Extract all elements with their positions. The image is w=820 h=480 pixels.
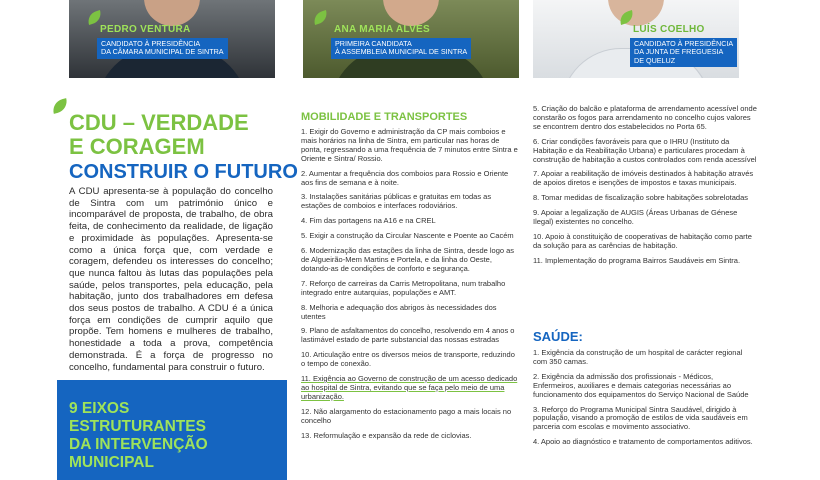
list-item: 9. Plano de asfaltamentos do concelho, resolvendo em 4 anos o lastimável estado de parte substancial das nossas estradas <box>301 326 515 345</box>
headline <box>69 111 249 159</box>
leaf-icon <box>86 10 104 25</box>
axes-banner-line: 9 EIXOS <box>69 400 130 417</box>
candidate-role-line: PRIMEIRA CANDIDATA <box>335 39 412 48</box>
list-item: 8. Melhoria e adequação dos abrigos às necessidades dos utentes <box>301 302 497 321</box>
list-item: 4. Fim das portagens na A16 e na CREL <box>301 216 436 226</box>
candidate-head <box>144 0 200 26</box>
axes-banner <box>57 380 287 480</box>
headline-line-2: E CORAGEM <box>69 134 205 159</box>
list-item: 8. Tomar medidas de fiscalização sobre habitações sobrelotadas <box>533 193 748 203</box>
candidate-photo-ana-maria-alves <box>303 0 519 78</box>
list-item: 13. Reformulação e expansão da rede de ciclovias. <box>301 430 472 440</box>
leaf-icon <box>312 10 330 25</box>
list-item: 9. Apoiar a legalização de AUGIS (Áreas Urbanas de Génese Ilegal) existentes no concelho. <box>533 208 738 227</box>
candidate-role-line: DA CÂMARA MUNICIPAL DE SINTRA <box>101 47 224 57</box>
candidate-name: ANA MARIA ALVES <box>334 24 430 35</box>
housing-list <box>533 105 757 272</box>
health-list <box>533 349 757 453</box>
candidate-role <box>630 38 737 67</box>
candidate-photo-luis-coelho <box>533 0 739 78</box>
mobility-list <box>301 128 519 446</box>
axes-banner-line: ESTRUTURANTES <box>69 418 206 435</box>
section-title-health: SAÚDE: <box>533 329 583 344</box>
candidate-role <box>97 38 228 59</box>
intro-paragraph: A CDU apresenta-se à população do concelho de Sintra com um património único e incomparável de proposta, de trabalho, de obra feita, de conhecimento da realidade, de ligação e proximidade às populações. Apresenta-se como a única força que, com verdade e coragem, defendeu os interesses do concelho; que nunca faltou às lutas das populações pela saúde, pelos transportes, pela educação, pela habitação, junto dos trabalhadores em defesa dos seus postos de trabalho. A CDU é a única força em condições de cumprir aquilo que propõe. Tem homens e mulheres de trabalho, honestidade a toda a prova, competência demonstrada. É a força de progresso no concelho, fundamental para construir o futuro. <box>69 186 273 373</box>
list-item: 5. Criação do balcão e plataforma de arrendamento acessível onde constarão os fogos para arrendamento no concelho cujos valores se encontrem dentro dos estabelecidos no Porta 65. <box>533 104 757 131</box>
candidate-role-line: CANDIDATO À PRESIDÊNCIA <box>634 39 734 48</box>
list-item: 10. Articulação entre os diversos meios de transporte, reduzindo o tempo de conexão. <box>301 350 515 369</box>
axes-banner-line: DA INTERVENÇÃO <box>69 436 208 453</box>
candidate-role-line: DA JUNTA DE FREGUESIA <box>634 47 724 57</box>
candidate-name: LUÍS COELHO <box>633 24 705 35</box>
section-title-mobility: MOBILIDADE E TRANSPORTES <box>301 111 468 123</box>
list-item: 3. Reforço do Programa Municipal Sintra Saudável, dirigido à população, visando a promoção de estilos de vida saudáveis em parceria com escolas e movimento associativo. <box>533 404 748 432</box>
list-item: 11. Exigência ao Governo de construção de um acesso dedicado ao hospital de Sintra, evitando que se faça pelo meio de uma urbanização. <box>301 374 518 401</box>
leaf-icon <box>51 98 70 114</box>
list-item: 4. Apoio ao diagnóstico e tratamento de comportamentos aditivos. <box>533 437 753 447</box>
list-item: 12. Não alargamento do estacionamento pago a mais locais no concelho <box>301 406 512 425</box>
candidate-role-line: DE QUELUZ <box>634 55 676 65</box>
axes-banner-title <box>69 400 208 472</box>
candidate-head <box>608 0 664 26</box>
list-item: 5. Exigir a construção da Circular Nascente e Poente ao Cacém <box>301 231 514 241</box>
list-item: 1. Exigência da construção de um hospital de carácter regional com 350 camas. <box>533 348 743 366</box>
candidate-role <box>331 38 471 59</box>
list-item: 7. Reforço de carreiras da Carris Metropolitana, num trabalho integrado entre autarquias, populações e AMT. <box>301 278 506 297</box>
list-item: 2. Aumentar a frequência dos comboios para Rossio e Oriente aos fins de semana e à noite. <box>301 168 509 187</box>
list-item: 2. Exigência da admissão dos profissionais - Médicos, Enfermeiros, auxiliares e demais categorias necessárias ao funcionamento dos equipamentos do Serviço Nacional de Saúde <box>533 371 749 399</box>
list-item: 6. Criar condições favoráveis para que o IHRU (Instituto da Habitação e da Reabilitação Urbana) e particulares procedam à construção de habitação a custos controlados com renda acessível <box>533 136 757 164</box>
candidate-role-line: À ASSEMBLEIA MUNICIPAL DE SINTRA <box>335 47 468 57</box>
list-item: 3. Instalações sanitárias públicas e gratuitas em todas as estações de comboios e interfaces rodoviários. <box>301 192 492 211</box>
list-item: 7. Apoiar a reabilitação de imóveis destinados à habitação através de apoios diretos e isenções de impostos e taxas municipais. <box>533 169 754 188</box>
headline-subtitle: CONSTRUIR O FUTURO <box>69 161 298 183</box>
candidate-role-line: CANDIDATO À PRESIDÊNCIA <box>101 39 201 48</box>
list-item: 6. Modernização das estações da linha de Sintra, desde logo as de Algueirão-Mem Martins e Portela, e da linha do Oeste, dotando-as de condições de conforto e segurança. <box>301 246 515 273</box>
list-item: 10. Apoio à constituição de cooperativas de habitação como parte da solução para as carências de habitação. <box>533 231 752 250</box>
candidate-head <box>383 0 439 26</box>
headline-line-1: CDU – VERDADE <box>69 110 249 135</box>
candidate-photo-pedro-ventura <box>69 0 275 78</box>
list-item: 1. Exigir do Governo e administração da CP mais comboios e mais horários na linha de Sintra, em particular nas horas de ponta, regressando a uma frequência de 7 minutos entre Sintra e Oriente e Sintra/ Rossio. <box>301 127 518 163</box>
axes-banner-line: MUNICIPAL <box>69 454 154 471</box>
list-item: 11. Implementação do programa Bairros Saudáveis em Sintra. <box>533 255 741 265</box>
candidate-name: PEDRO VENTURA <box>100 24 191 35</box>
